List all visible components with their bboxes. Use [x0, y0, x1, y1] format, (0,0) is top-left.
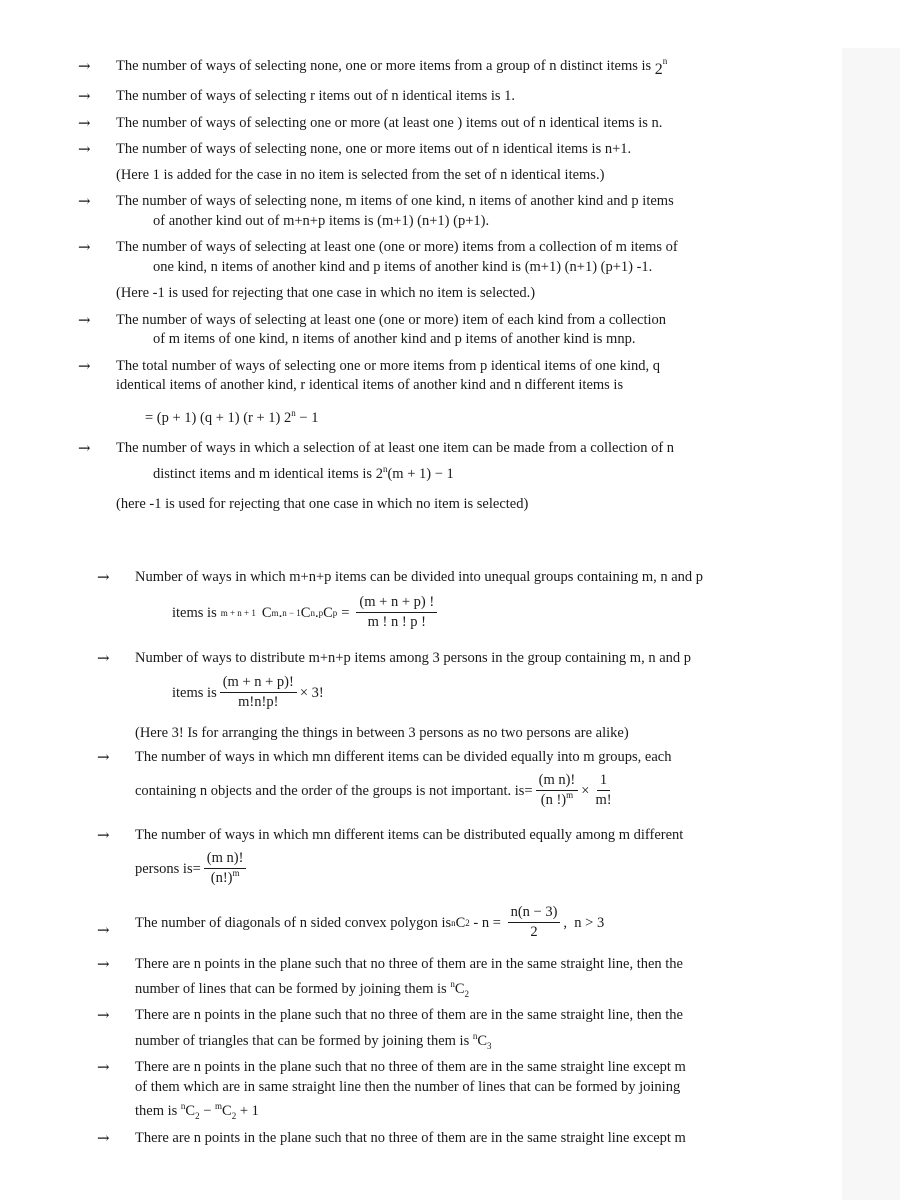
formula-tail: + 1 — [236, 1103, 259, 1119]
combination-symbol: C — [222, 1103, 232, 1119]
combination-subscript: 3 — [487, 1040, 492, 1051]
fraction — [204, 850, 247, 887]
equals-sign: = — [192, 860, 201, 877]
fraction-denominator: m! — [595, 792, 612, 808]
rule-text-continued — [135, 1032, 492, 1050]
rule-text-continued — [135, 980, 469, 998]
rule-note: (Here -1 is used for rejecting that one case in which no item is selected.) — [116, 285, 536, 301]
formula-suffix: × 3! — [299, 684, 324, 701]
formula — [135, 1102, 259, 1120]
rule-text-continued: one kind, n items of another kind and p items of another kind is (m+1) (n+1) (p+1) -1. — [153, 259, 653, 275]
rule-text-continued: of another kind out of m+n+p items is (m+1) (n+1) (p+1). — [153, 213, 490, 229]
fraction — [592, 772, 614, 809]
arrow-bullet-icon: → — [78, 238, 91, 256]
fraction-denominator — [208, 869, 243, 887]
rule-text-continued — [153, 465, 454, 483]
rule-text: The number of ways of selecting at least one (one or more) items from a collection of m items of — [116, 239, 678, 255]
combination-subscript: 2 — [464, 988, 469, 999]
rule-text: The number of ways in which mn different items can be distributed equally among m different — [135, 827, 684, 843]
formula-exponent: n — [382, 464, 388, 475]
formula: The number of diagonals of n sided convex polygon is n C 2 - n = $\frac{n(n - 3)}{2}$ , n > 3 — [135, 904, 605, 940]
fraction-numerator: (m + n + p)! — [220, 674, 297, 693]
rule-text-continued: persons is — [135, 860, 193, 877]
denominator-base: (n!) — [210, 870, 233, 886]
rule-text: The number of ways of selecting none, one or more items out of n identical items is n+1. — [116, 141, 632, 157]
arrow-bullet-icon: → — [97, 1058, 110, 1076]
rule-text-part: number of triangles that can be formed by joining them is — [135, 1033, 473, 1049]
arrow-bullet-icon: → — [97, 649, 110, 667]
rule-text-continued: of them which are in same straight line then the number of lines that can be formed by joining — [135, 1079, 681, 1095]
formula-tail: − 1 — [295, 410, 319, 426]
combination-symbol: C — [323, 604, 333, 621]
formula-prefix: items is — [172, 604, 217, 621]
combination-symbol: C — [455, 914, 466, 931]
arrow-bullet-icon: → — [97, 568, 110, 586]
fraction-denominator: m!n!p! — [238, 694, 279, 710]
arrow-bullet-icon: → — [97, 955, 110, 973]
formula — [135, 850, 249, 887]
arrow-bullet-icon: → — [97, 748, 110, 766]
arrow-bullet-icon: → — [97, 921, 110, 939]
rule-text: The number of ways in which a selection of at least one item can be made from a collection of n — [116, 440, 675, 456]
denominator-base: (n !) — [540, 792, 567, 808]
combination-symbol: C — [477, 1033, 488, 1049]
combination-superscript: n — [180, 1101, 186, 1112]
arrow-bullet-icon: → — [78, 192, 91, 210]
formula-exponent: n — [291, 408, 296, 419]
rule-text: The number of ways of selecting at least one (one or more) item of each kind from a collection — [116, 312, 666, 328]
arrow-bullet-icon: → — [78, 87, 91, 105]
formula-tail: (m + 1) − 1 — [387, 466, 454, 482]
arrow-bullet-icon: → — [78, 57, 91, 75]
rule-text: Number of ways to distribute m+n+p items among 3 persons in the group containing m, n and p — [135, 650, 691, 666]
rule-note: (Here 1 is added for the case in no item is selected from the set of n identical items.) — [116, 167, 605, 183]
rule-text-continued: of m items of one kind, n items of another kind and p items of another kind is mnp. — [153, 331, 636, 347]
formula — [172, 674, 324, 711]
combination-subscript: 2 — [231, 1110, 237, 1121]
rule-item — [116, 56, 668, 78]
formula: items is m + n + 1 C m . n − 1 C n . p C p = $\frac{(m + n + p) !}{m ! n ! p !}$ — [172, 594, 440, 631]
rule-text: The number of ways of selecting r items out of n identical items is 1. — [116, 88, 516, 104]
arrow-bullet-icon: → — [97, 826, 110, 844]
fraction — [356, 594, 437, 631]
formula-condition: , n > 3 — [563, 914, 605, 931]
rule-text: The number of ways of selecting none, m items of one kind, n items of another kind and p items — [116, 193, 674, 209]
math-base: 2 — [654, 61, 663, 78]
arrow-bullet-icon: → — [97, 1006, 110, 1024]
equals-sign: = — [524, 782, 533, 799]
fraction-numerator: (m + n + p) ! — [356, 594, 437, 613]
combination-superscript: n — [472, 1031, 478, 1042]
rule-text-continued: identical items of another kind, r identical items of another kind and n different items is — [116, 377, 624, 393]
fraction — [536, 772, 579, 809]
dot-operator: . — [314, 604, 319, 621]
rule-text: The total number of ways of selecting one or more items from p identical items of one kind, q — [116, 358, 661, 374]
combination-symbol: C — [454, 981, 465, 997]
rule-text: There are n points in the plane such that no three of them are in the same straight line, then the — [135, 1007, 683, 1023]
rule-text: Number of ways in which m+n+p items can be divided into unequal groups containing m, n and p — [135, 569, 704, 585]
rule-text-part: them is — [135, 1103, 181, 1119]
formula-middle: - n = — [469, 914, 505, 931]
combination-symbol: C — [300, 604, 311, 621]
arrow-bullet-icon: → — [78, 311, 91, 329]
fraction — [508, 904, 561, 941]
formula-body: = (p + 1) (q + 1) (r + 1) 2 — [145, 410, 292, 426]
denominator-exponent: m — [566, 790, 574, 801]
equals-sign: = — [341, 604, 350, 621]
fraction-denominator — [538, 791, 576, 809]
fraction — [220, 674, 297, 711]
formula — [145, 409, 318, 427]
arrow-bullet-icon: → — [97, 1129, 110, 1147]
rule-text: The number of ways of selecting none, one or more items from a group of n distinct items is — [116, 58, 655, 74]
combination-superscript: n — [450, 979, 455, 990]
rule-text-continued: containing n objects and the order of the groups is not important. is — [135, 782, 525, 799]
rule-text: There are n points in the plane such that no three of them are in the same straight line except m — [135, 1130, 686, 1146]
times-sign: × — [581, 782, 590, 799]
math-exponent: n — [662, 56, 668, 67]
fraction-denominator: m ! n ! p ! — [367, 614, 426, 630]
minus-sign: − — [199, 1103, 216, 1119]
arrow-bullet-icon: → — [78, 439, 91, 457]
rule-text: The number of diagonals of n sided convex polygon is — [135, 914, 452, 931]
formula-prefix: items is — [172, 684, 217, 701]
fraction-numerator: (m n)! — [204, 850, 247, 869]
fraction-numerator: 1 — [597, 772, 610, 791]
formula — [135, 772, 618, 809]
rule-text: The number of ways of selecting one or more (at least one ) items out of n identical items is n. — [116, 115, 663, 131]
arrow-bullet-icon: → — [78, 140, 91, 158]
scan-margin-shade — [842, 48, 900, 1200]
rule-text: The number of ways in which mn different items can be divided equally into m groups, each — [135, 749, 672, 765]
rule-text-part: distinct items and m identical items is — [153, 466, 376, 482]
fraction-numerator: (m n)! — [536, 772, 579, 791]
rule-text-part: number of lines that can be formed by joining them is — [135, 981, 451, 997]
arrow-bullet-icon: → — [78, 357, 91, 375]
combination-symbol: C — [261, 604, 272, 621]
arrow-bullet-icon: → — [78, 114, 91, 132]
combination-superscript: m — [215, 1101, 223, 1112]
dot-operator: . — [278, 604, 283, 621]
fraction-denominator: 2 — [530, 924, 538, 940]
denominator-exponent: m — [232, 868, 240, 879]
fraction-numerator: n(n − 3) — [508, 904, 561, 923]
combination-symbol: C — [185, 1103, 196, 1119]
formula-base: 2 — [375, 466, 383, 482]
rule-note: (Here 3! Is for arranging the things in between 3 persons as no two persons are alike) — [135, 725, 629, 741]
combination-subscript: 2 — [195, 1110, 200, 1121]
rule-text: There are n points in the plane such that no three of them are in the same straight line, then the — [135, 956, 683, 972]
rule-note: (here -1 is used for rejecting that one case in which no item is selected) — [116, 496, 529, 512]
rule-text: There are n points in the plane such that no three of them are in the same straight line except m — [135, 1059, 686, 1075]
